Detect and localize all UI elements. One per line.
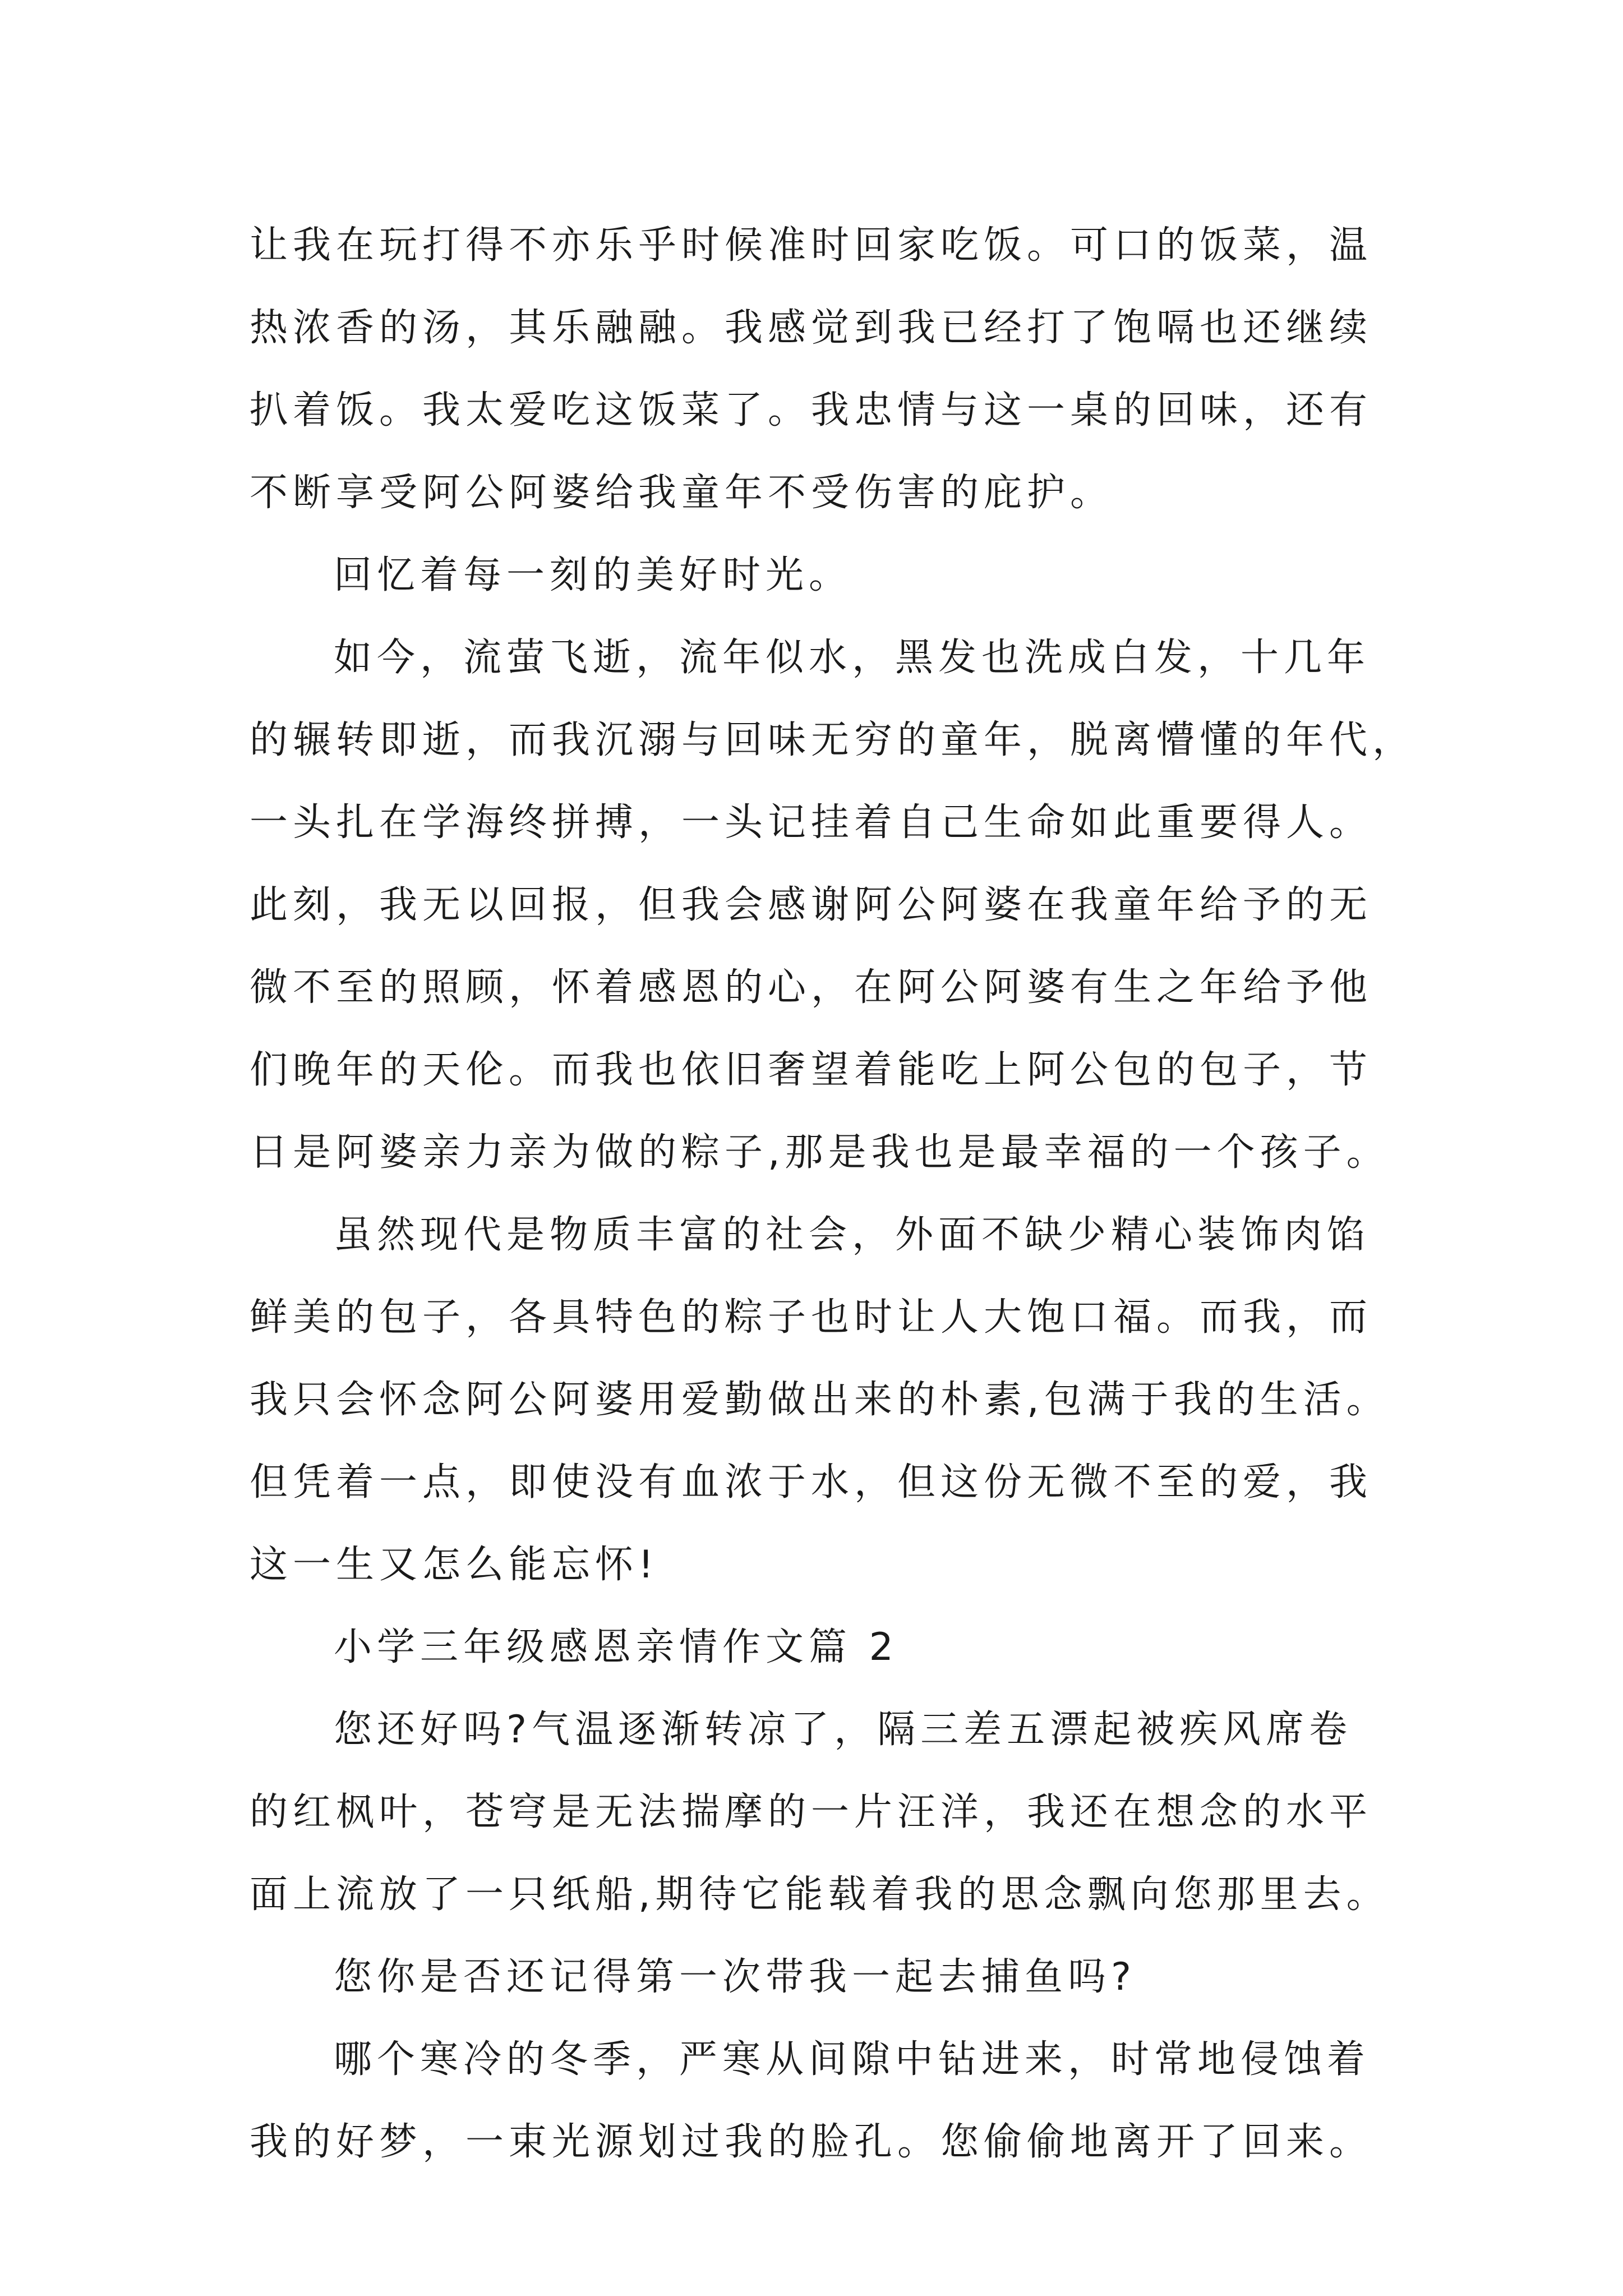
text-line: 如今，流萤飞逝，流年似水，黑发也洗成白发，十几年 [334, 636, 1371, 680]
text-line: 们晚年的天伦。而我也依旧奢望着能吃上阿公包的包子，节 [250, 1048, 1373, 1092]
text-line: 您你是否还记得第一次带我一起去捕鱼吗? [334, 1955, 1137, 1999]
text-line: 回忆着每一刻的美好时光。 [334, 553, 852, 597]
text-line: 我只会怀念阿公阿婆用爱勤做出来的朴素,包满于我的生活。 [250, 1378, 1390, 1422]
text-line: 的红枫叶，苍穹是无法揣摩的一片汪洋，我还在想念的水平 [250, 1790, 1373, 1834]
text-line: 但凭着一点，即使没有血浓于水，但这份无微不至的爱，我 [250, 1460, 1373, 1504]
text-line: 不断享受阿公阿婆给我童年不受伤害的庇护。 [250, 471, 1114, 515]
text-line: 微不至的照顾，怀着感恩的心，在阿公阿婆有生之年给予他 [250, 965, 1373, 1010]
text-line: 哪个寒冷的冬季，严寒从间隙中钻进来，时常地侵蚀着 [334, 2037, 1371, 2082]
text-line: 的辗转即逝，而我沉溺与回味无穷的童年，脱离懵懂的年代， [250, 718, 1416, 762]
text-line: 一头扎在学海终拼搏，一头记挂着自己生命如此重要得人。 [250, 800, 1373, 845]
text-line: 虽然现代是物质丰富的社会，外面不缺少精心装饰肉馅 [334, 1213, 1371, 1257]
text-line: 日是阿婆亲力亲为做的粽子,那是我也是最幸福的一个孩子。 [250, 1130, 1390, 1175]
text-line: 我的好梦，一束光源划过我的脸孔。您偷偷地离开了回来。 [250, 2120, 1373, 2164]
section-heading: 小学三年级感恩亲情作文篇 2 [334, 1625, 898, 1669]
text-line: 让我在玩打得不亦乐乎时候准时回家吃饭。可口的饭菜，温 [250, 223, 1373, 268]
text-line: 此刻，我无以回报，但我会感谢阿公阿婆在我童年给予的无 [250, 883, 1373, 927]
text-line: 面上流放了一只纸船,期待它能载着我的思念飘向您那里去。 [250, 1872, 1390, 1917]
text-line: 您还好吗?气温逐渐转凉了，隔三差五漂起被疾风席卷 [334, 1708, 1353, 1752]
text-line: 这一生又怎么能忘怀! [250, 1543, 659, 1587]
text-line: 扒着饭。我太爱吃这饭菜了。我忠情与这一桌的回味，还有 [250, 388, 1373, 432]
text-line: 鲜美的包子，各具特色的粽子也时让人大饱口福。而我，而 [250, 1295, 1373, 1340]
text-line: 热浓香的汤，其乐融融。我感觉到我已经打了饱嗝也还继续 [250, 306, 1373, 350]
